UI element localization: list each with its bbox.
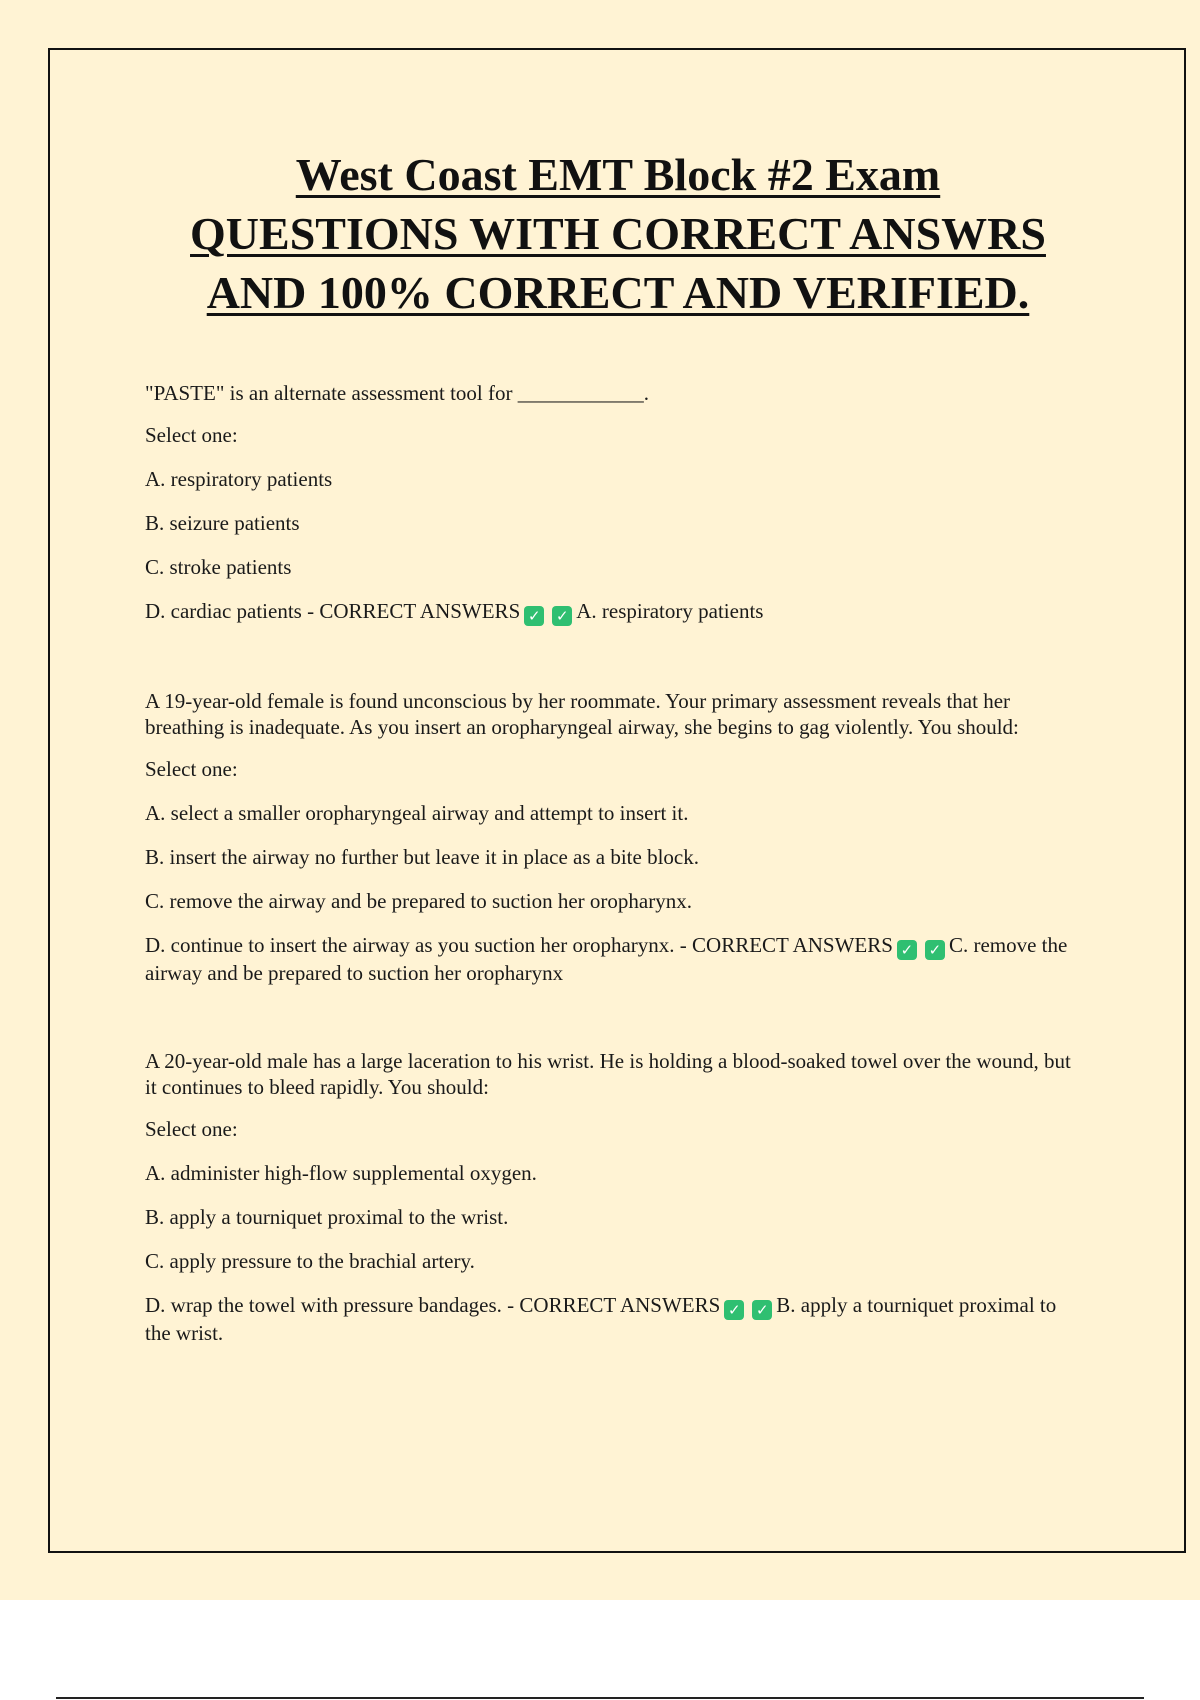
title-line-2: QUESTIONS WITH CORRECT ANSWRS	[190, 208, 1046, 259]
question-block-2	[145, 688, 1085, 986]
correct-answer: A. respiratory patients	[576, 599, 764, 623]
question-prompt: A 19-year-old female is found unconscious by her roommate. Your primary assessment reveals that her breathing is inadequate. As you insert an oropharyngeal airway, she begins to gag violently. You should:	[145, 689, 1019, 739]
option-d: D. continue to insert the airway as you suction her oropharynx. - CORRECT ANSWERS	[145, 933, 893, 957]
title-line-3: AND 100% CORRECT AND VERIFIED.	[206, 267, 1030, 318]
check-mark-icon: ✓	[524, 606, 544, 626]
option-b: B. insert the airway no further but leave it in place as a bite block.	[145, 845, 699, 869]
check-mark-icon: ✓	[925, 940, 945, 960]
question-prompt: "PASTE" is an alternate assessment tool for ____________.	[145, 381, 649, 405]
question-block-3	[145, 1048, 1085, 1346]
correct-answer: C. remove the airway and be prepared to suction her oropharynx	[145, 933, 1068, 985]
option-d: D. cardiac patients - CORRECT ANSWERS	[145, 599, 521, 623]
title-line-1: West Coast EMT Block #2 Exam	[295, 149, 941, 200]
option-c: C. remove the airway and be prepared to suction her oropharynx.	[145, 889, 692, 913]
question-block-1	[145, 380, 1085, 626]
option-d-with-answer	[145, 598, 1085, 626]
option-d: D. wrap the towel with pressure bandages. - CORRECT ANSWERS	[145, 1293, 721, 1317]
select-one-label: Select one:	[145, 757, 238, 781]
check-mark-icon: ✓	[752, 1300, 772, 1320]
page-divider	[56, 1697, 1144, 1699]
option-b: B. apply a tourniquet proximal to the wrist.	[145, 1205, 509, 1229]
option-a: A. respiratory patients	[145, 467, 333, 491]
option-d-with-answer	[145, 1292, 1085, 1346]
correct-answer: B. apply a tourniquet proximal to the wrist.	[145, 1293, 1057, 1345]
check-mark-icon: ✓	[897, 940, 917, 960]
question-list	[145, 380, 1085, 1408]
option-d-with-answer	[145, 932, 1085, 986]
option-c: C. stroke patients	[145, 555, 292, 579]
document-title	[0, 145, 1200, 322]
select-one-label: Select one:	[145, 1117, 238, 1141]
question-prompt: A 20-year-old male has a large laceration to his wrist. He is holding a blood-soaked towel over the wound, but it continues to bleed rapidly. You should:	[145, 1049, 1071, 1099]
option-a: A. select a smaller oropharyngeal airway and attempt to insert it.	[145, 801, 689, 825]
check-mark-icon: ✓	[724, 1300, 744, 1320]
option-c: C. apply pressure to the brachial artery.	[145, 1249, 475, 1273]
option-a: A. administer high-flow supplemental oxygen.	[145, 1161, 537, 1185]
select-one-label: Select one:	[145, 423, 238, 447]
option-b: B. seizure patients	[145, 511, 300, 535]
check-mark-icon: ✓	[552, 606, 572, 626]
